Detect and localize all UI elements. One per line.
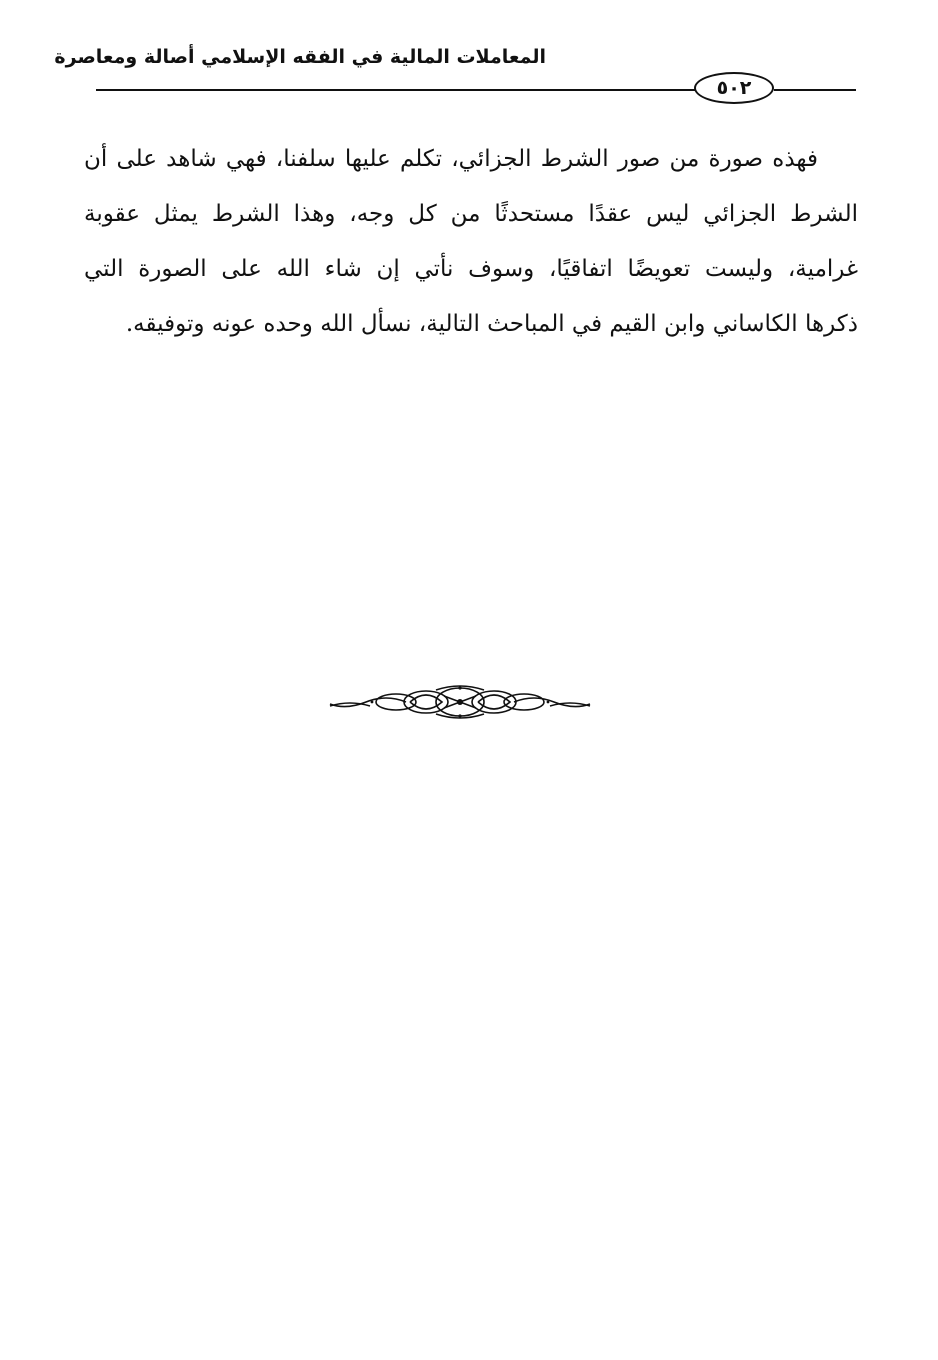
body-line: الشرط الجزائي ليس عقدًا مستحدثًا من كل وجه، وهذا الشرط يمثل عقوبة <box>84 201 858 227</box>
header-rule <box>96 89 696 91</box>
running-header <box>54 40 856 110</box>
running-header-title: المعاملات المالية في الفقه الإسلامي أصالة ومعاصرة <box>54 46 546 68</box>
end-of-section-ornament-icon <box>326 680 594 724</box>
body-line: غرامية، وليست تعويضًا اتفاقيًا، وسوف نأتي إن شاء الله على الصورة التي <box>84 256 858 282</box>
body-paragraph <box>84 132 858 352</box>
body-line: فهذه صورة من صور الشرط الجزائي، تكلم عليها سلفنا، فهي شاهد على أن <box>84 146 818 172</box>
page-number: ٥٠٢ <box>694 72 774 104</box>
body-line: ذكرها الكاساني وابن القيم في المباحث التالية، نسأل الله وحده عونه وتوفيقه. <box>125 311 858 337</box>
header-rule-right <box>774 89 856 91</box>
